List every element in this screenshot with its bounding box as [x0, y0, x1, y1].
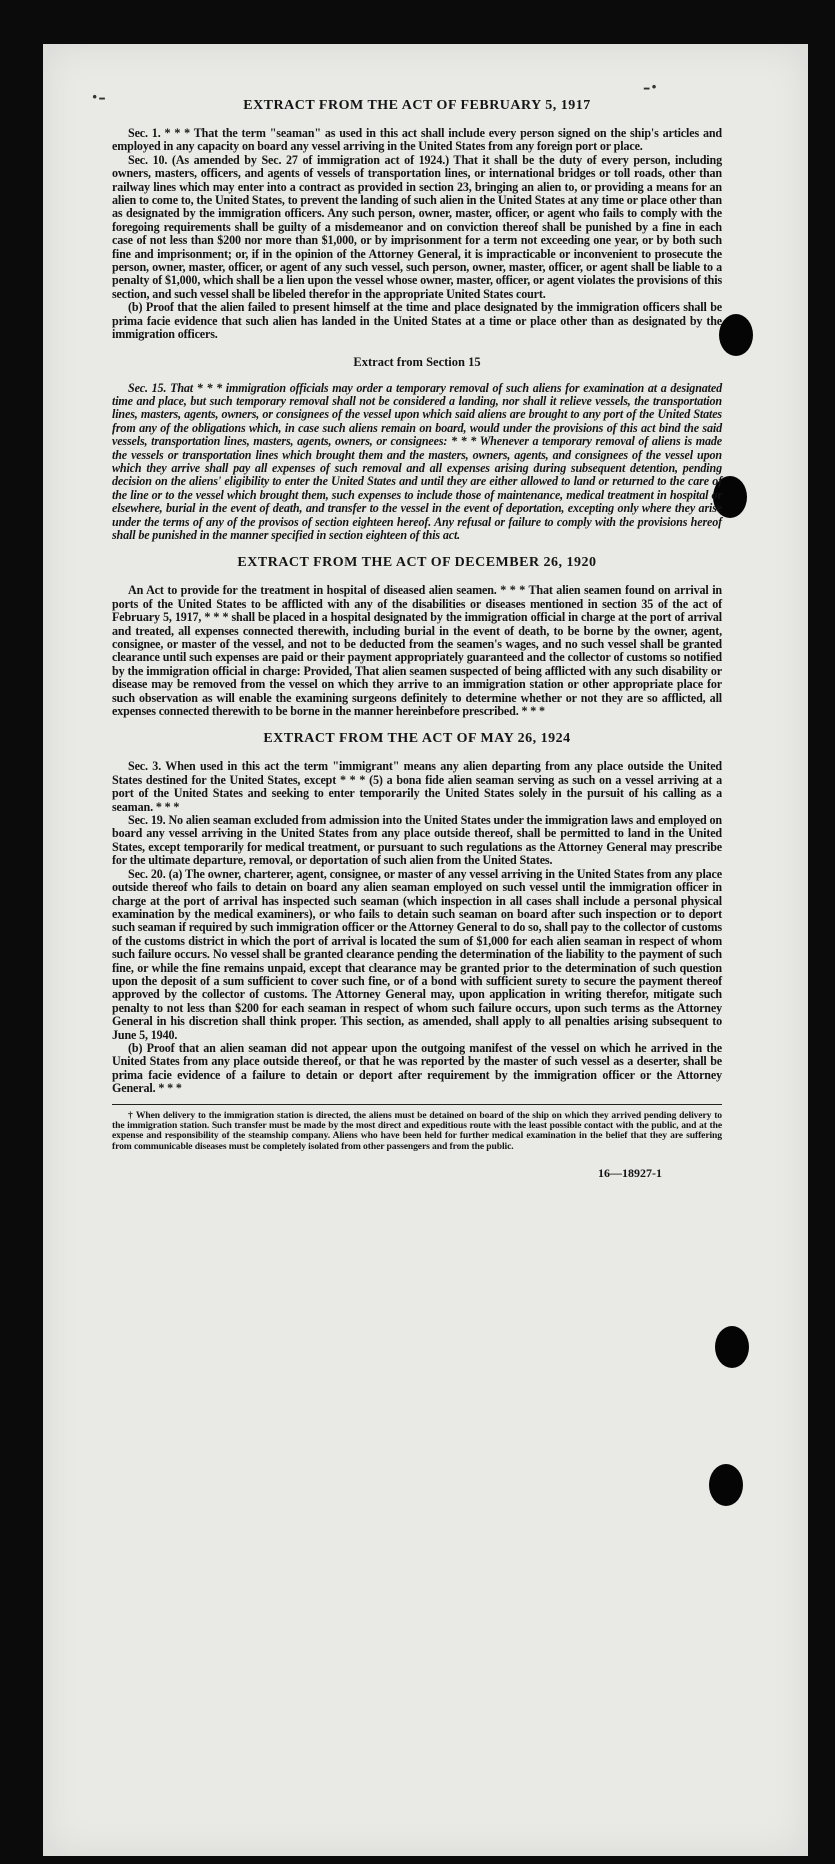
- paragraph: Sec. 3. When used in this act the term "immigrant" means any alien departing from any place outside the United States destined for the United States, except * * * (5) a bona fide alien seaman serving as such on a vessel arriving at a port of the United States and seeking to enter temporarily the United States solely in the pursuit of his calling as a seaman. * * *: [112, 759, 722, 814]
- punch-hole: [709, 1464, 743, 1506]
- section-heading: EXTRACT FROM THE ACT OF FEBRUARY 5, 1917: [243, 98, 591, 113]
- paragraph: Sec. 19. No alien seaman excluded from admission into the United States under the immigration laws and employed on board any vessel arriving in the United States from any place outside thereof, shall be permitted to land in the United States, except temporarily for medical treatment, or pursuant to such regulations as the Attorney General may prescribe for the ultimate departure, removal, or deportation of such alien from the United States.: [112, 813, 722, 868]
- punch-hole: [719, 314, 753, 356]
- section-heading: Extract from Section 15: [353, 354, 481, 369]
- footnote-text: † When delivery to the immigration station is directed, the aliens must be detained on board of the ship on which they arrived pending delivery to the immigration station. Such transfer must be made by the most direct and expeditious route with the least possible contact with the public, and at the expense and responsibility of the steamship company. Aliens who have been held for further medical examination in the belief that they are suffering from communicable diseases must be completely isolated from other passengers and from the public.: [112, 1109, 722, 1152]
- paragraph: An Act to provide for the treatment in hospital of diseased alien seamen. * * * That alien seamen found on arrival in ports of the United States to be afflicted with any of the disabilities or diseases mentioned in section 35 of the act of February 5, 1917, * * * shall be placed in a hospital designated by the immigration official in charge at the port of arrival and treated, all expenses connected therewith, including burial in the event of death, to be borne by the owner, agent, consignee, or master of the vessel, and not to be deducted from the seamen's wages, and no such vessel shall be granted clearance until such expenses are paid or their payment appropriately guaranteed and the collector of customs so notified by the immigration official in charge: Provided, That alien seamen suspected of being afflicted with any such disability or disease may be removed from the vessel on which they arrive to an immigration station or other appropriate place for such observation as will enable the examining surgeons definitely to determine whether or not they are so afflicted, all expenses connected therewith to be borne in the manner hereinbefore prescribed. * * *: [112, 583, 722, 719]
- footnote: [112, 1111, 722, 1153]
- paragraph: Sec. 1. * * * That the term "seaman" as used in this act shall include every person signed on the ship's articles and employed in any capacity on board any vessel arriving in the United States from any foreign port or place.: [112, 126, 722, 154]
- paragraph: Sec. 10. (As amended by Sec. 27 of immigration act of 1924.) That it shall be the duty of every person, including owners, masters, officers, and agents of vessels of transportation lines, or international bridges or toll roads, other than railway lines which may enter into a contract as provided in section 23, bringing an alien to, or providing a means for an alien to come to, the United States, to prevent the landing of such alien in the United States at any time or place other than as designated by the immigration officers. Any such person, owner, master, officer, or agent who fails to comply with the foregoing requirements shall be guilty of a misdemeanor and on conviction thereof shall be punished by a fine in each case of not less than $200 nor more than $1,000, or by imprisonment for a term not exceeding one year, or by both such fine and imprisonment; or, if in the opinion of the Attorney General, it is impracticable or inconvenient to prosecute the person, owner, master, officer, or agent of any such vessel, such person, owner, master, officer, or agent shall be liable to a penalty of $1,000, which shall be a lien upon the vessel whose owner, master, officer, or agent violates the provisions of this section, and such vessel shall be libeled therefor in the appropriate United States court.: [112, 152, 722, 301]
- footnote-divider: [112, 1104, 722, 1105]
- paragraph: (b) Proof that an alien seaman did not appear upon the outgoing manifest of the vessel on which he arrived in the United States from any place outside thereof, or that he was reported by the master of such vessel as a deserter, shall be prima facie evidence of a failure to detain or deport after requirement by the immigration officer or the Attorney General. * * *: [112, 1040, 722, 1096]
- document-body: [112, 97, 722, 1181]
- ink-mark: ·‑: [91, 84, 106, 109]
- paragraph: (b) Proof that the alien failed to present himself at the time and place designated by the immigration officers shall be prima facie evidence that such alien has landed in the United States at a time or place other than as designated by the immigration officers.: [112, 300, 722, 342]
- paragraph: Sec. 15. That * * * immigration officials may order a temporary removal of such aliens for examination at a designated time and place, but such temporary removal shall not be considered a landing, nor shall it relieve vessels, the transportation lines, masters, agents, owners, or consignees of the vessel upon which said aliens are brought to any port of the United States from any of the obligations which, in case such aliens remain on board, would under the provisions of this act bind the said vessels, transportation lines, masters, agents, owners, or consignees: * * * Whenever a temporary removal of aliens is made the vessels or transportation lines which brought them and the masters, owners, agents, and consignees of the vessel upon which they arrive shall pay all expenses of such removal and all expenses arising during subsequent detention, pending decision on the aliens' eligibility to enter the United States and until they are either allowed to land or returned to the care of the line or to the vessel which brought them, such expenses to include those of maintenance, medical treatment in hospital or elsewhere, burial in the event of death, and transfer to the vessel in the event of deportation, excepting only where they arise under the terms of any of the provisos of section eighteen hereof. Any refusal or failure to comply with the provisions hereof shall be punished in the manner specified in section eighteen of this act.: [112, 380, 722, 542]
- ink-mark: ‑·: [643, 74, 658, 99]
- section-heading: EXTRACT FROM THE ACT OF DECEMBER 26, 1920: [237, 555, 597, 571]
- paragraph: Sec. 20. (a) The owner, charterer, agent, consignee, or master of any vessel arriving in the United States from any place outside thereof who fails to detain on board any alien seaman employed on such vessel until the immigration officer in charge at the port of arrival has inspected such seaman (which inspection in all cases shall include a personal physical examination by the medical examiners), or who fails to detain such seaman on board after such inspection or to deport such seaman if required by such immigration officer or the Attorney General to do so, shall pay to the collector of customs of the customs district in which the port of arrival is located the sum of $1,000 for each alien seaman in respect of whom such failure occurs. No vessel shall be granted clearance pending the determination of the liability to the payment of such fine, or while the fine remains unpaid, except that clearance may be granted prior to the determination of such question upon the deposit of a sum sufficient to cover such fine, or of a bond with sufficient surety to secure the payment thereof approved by the collector of customs. The Attorney General may, upon application in writing therefor, mitigate such penalty to not less than $200 for each seaman in respect of whom such failure occurs, upon such terms as the Attorney General in his discretion shall think proper. This section, as amended, shall apply to all penalties arising subsequent to June 5, 1940.: [112, 866, 722, 1042]
- punch-hole: [715, 1326, 749, 1368]
- form-code: 16—18927-1: [598, 1166, 662, 1181]
- section-heading: EXTRACT FROM THE ACT OF MAY 26, 1924: [263, 731, 571, 747]
